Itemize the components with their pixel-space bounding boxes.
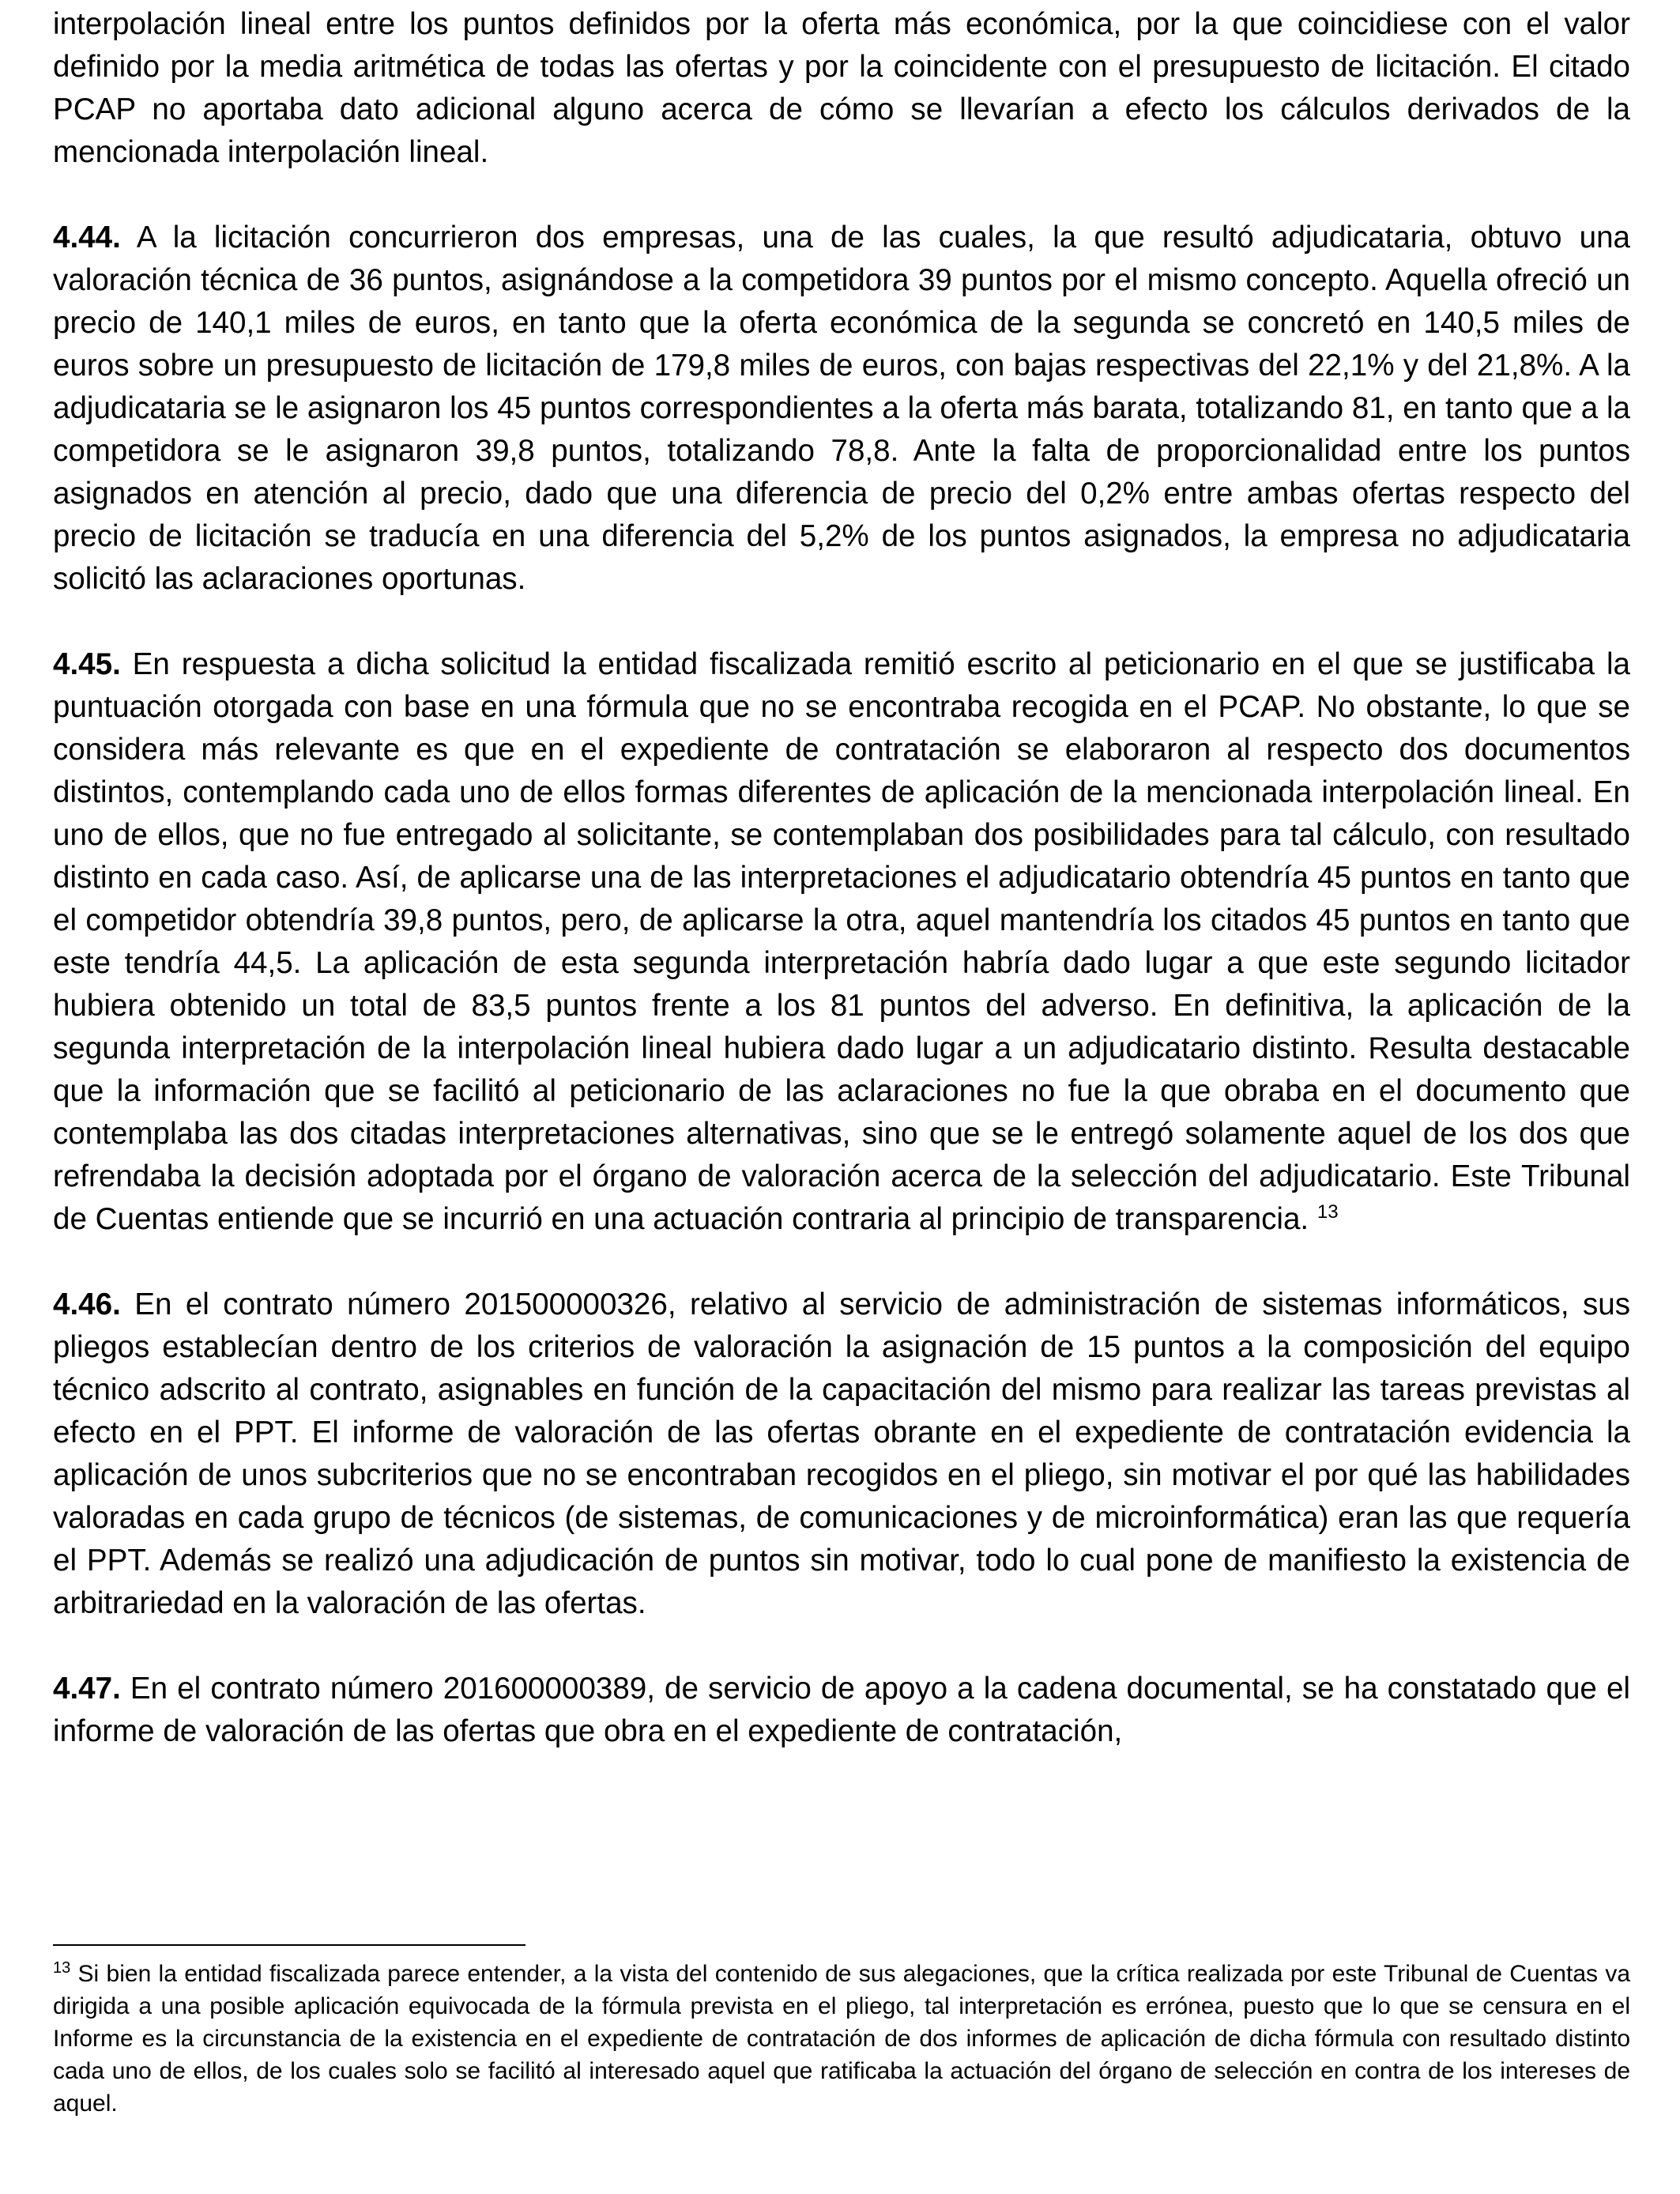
document-page xyxy=(53,0,1630,1753)
footnote-text: Si bien la entidad fiscalizada parece entender, a la vista del contenido de sus alegaciones, que la crítica realizada por este Tribunal de Cuentas va dirigida a una posible aplicación equivocada de la fórmula prevista en el pliego, tal interpretación es errónea, puesto que lo que se censura en el Informe es la circunstancia de la existencia en el expediente de contratación de dos informes de aplicación de dicha fórmula con resultado distinto cada uno de ellos, de los cuales solo se facilitó al interesado aquel que ratificaba la actuación del órgano de selección en contra de los intereses de aquel. xyxy=(53,1961,1630,2117)
paragraph-text: En el contrato número 201600000389, de servicio de apoyo a la cadena documental, se ha constatado que el informe de valoración de las ofertas que obra en el expediente de contratación, xyxy=(53,1672,1630,1748)
footnote-separator xyxy=(53,1944,525,1946)
footnote-marker: 13 xyxy=(53,1959,71,1977)
paragraph-text: En respuesta a dicha solicitud la entidad fiscalizada remitió escrito al peticionario en el que se justificaba la puntuación otorgada con base en una fórmula que no se encontraba recogida en el PCAP. No obstante, lo que se considera más relevante es que en el expediente de contratación se elaboraron al respecto dos documentos distintos, contemplando cada uno de ellos formas diferentes de aplicación de la mencionada interpolación lineal. En uno de ellos, que no fue entregado al solicitante, se contemplaban dos posibilidades para tal cálculo, con resultado distinto en cada caso. Así, de aplicarse una de las interpretaciones el adjudicatario obtendría 45 puntos en tanto que el competidor obtendría 39,8 puntos, pero, de aplicarse la otra, aquel mantendría los citados 45 puntos en tanto que este tendría 44,5. La aplicación de esta segunda interpretación habría dado lugar a que este segundo licitador hubiera obtenido un total de 83,5 puntos frente a los 81 puntos del adverso. En definitiva, la aplicación de la segunda interpretación de la interpolación lineal hubiera dado lugar a un adjudicatario distinto. Resulta destacable que la información que se facilitó al peticionario de las aclaraciones no fue la que obraba en el documento que contemplaba las dos citadas interpretaciones alternativas, sino que se le entregó solamente aquel de los dos que refrendaba la decisión adoptada por el órgano de valoración acerca de la selección del adjudicatario. Este Tribunal de Cuentas entiende que se incurrió en una actuación contraria al principio de transparencia. xyxy=(53,647,1630,1236)
paragraph-number: 4.46. xyxy=(53,1287,121,1321)
paragraph-4-46 xyxy=(53,1284,1630,1625)
paragraph-continuation xyxy=(53,3,1630,174)
paragraph-text: En el contrato número 201500000326, relativo al servicio de administración de sistemas informáticos, sus pliegos establecían dentro de los criterios de valoración la asignación de 15 puntos a la composición del equipo técnico adscrito al contrato, asignables en función de la capacitación del mismo para realizar las tareas previstas al efecto en el PPT. El informe de valoración de las ofertas obrante en el expediente de contratación evidencia la aplicación de unos subcriterios que no se encontraban recogidos en el pliego, sin motivar el por qué las habilidades valoradas en cada grupo de técnicos (de sistemas, de comunicaciones y de microinformática) eran las que requería el PPT. Además se realizó una adjudicación de puntos sin motivar, todo lo cual pone de manifiesto la existencia de arbitrariedad en la valoración de las ofertas. xyxy=(53,1287,1630,1620)
paragraph-text: A la licitación concurrieron dos empresas, una de las cuales, la que resultó adjudicataria, obtuvo una valoración técnica de 36 puntos, asignándose a la competidora 39 puntos por el mismo concepto. Aquella ofreció un precio de 140,1 miles de euros, en tanto que la oferta económica de la segunda se concretó en 140,5 miles de euros sobre un presupuesto de licitación de 179,8 miles de euros, con bajas respectivas del 22,1% y del 21,8%. A la adjudicataria se le asignaron los 45 puntos correspondientes a la oferta más barata, totalizando 81, en tanto que a la competidora se le asignaron 39,8 puntos, totalizando 78,8. Ante la falta de proporcionalidad entre los puntos asignados en atención al precio, dado que una diferencia de precio del 0,2% entre ambas ofertas respecto del precio de licitación se traducía en una diferencia del 5,2% de los puntos asignados, la empresa no adjudicataria solicitó las aclaraciones oportunas. xyxy=(53,221,1630,596)
footnote xyxy=(53,1958,1630,2120)
paragraph-number: 4.47. xyxy=(53,1672,121,1706)
paragraph-4-47 xyxy=(53,1668,1630,1753)
footnote-reference[interactable]: 13 xyxy=(1317,1201,1339,1223)
paragraph-text: interpolación lineal entre los puntos definidos por la oferta más económica, por la que coincidiese con el valor definido por la media aritmética de todas las ofertas y por la coincidente con el presupuesto de licitación. El citado PCAP no aportaba dato adicional alguno acerca de cómo se llevarían a efecto los cálculos derivados de la mencionada interpolación lineal. xyxy=(53,7,1630,169)
paragraph-number: 4.45. xyxy=(53,647,121,681)
paragraph-4-45 xyxy=(53,643,1630,1241)
paragraph-4-44 xyxy=(53,217,1630,601)
paragraph-number: 4.44. xyxy=(53,221,121,254)
